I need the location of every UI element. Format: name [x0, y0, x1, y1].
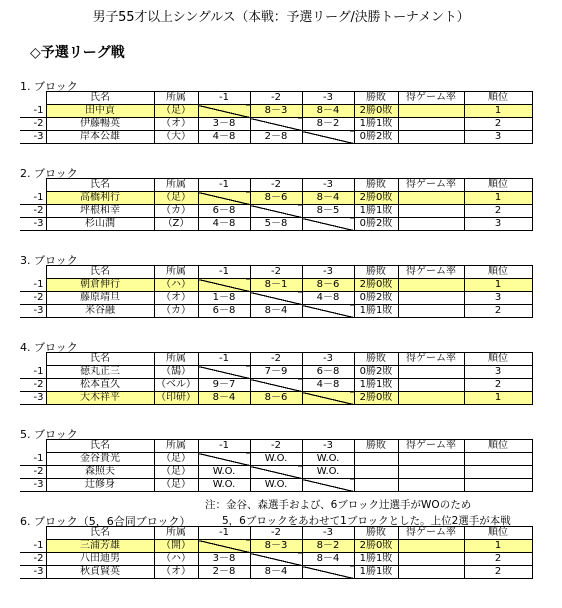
header-affil: 所属: [154, 353, 198, 366]
cell-r3: 8－5: [302, 205, 354, 218]
cell-wl: 1勝1敗: [354, 118, 398, 131]
cell-name: 伊藤暢英: [46, 118, 154, 131]
cell-wl: 2勝0敗: [354, 192, 398, 205]
page-title: 男子55才以上シングルス（本戦：予選リーグ/決勝トーナメント）: [92, 10, 470, 25]
header-r1: -1: [198, 440, 250, 453]
cell-ratio: [398, 131, 464, 144]
cell-r1: [198, 105, 250, 118]
cell-rank: 1: [464, 540, 532, 553]
header-wl: 勝敗: [354, 92, 398, 105]
table-row: [20, 566, 532, 579]
block-title: 1. ブロック: [20, 80, 78, 93]
cell-r1: [198, 540, 250, 553]
cell-r2: [250, 292, 302, 305]
cell-ratio: [398, 566, 464, 579]
cell-name: 金谷貴光: [46, 453, 154, 466]
cell-r2: 7－9: [250, 366, 302, 379]
cell-r1: [198, 279, 250, 292]
cell-wl: 0勝2敗: [354, 218, 398, 231]
cell-r2: 8－4: [250, 305, 302, 318]
cell-wl: 0勝2敗: [354, 292, 398, 305]
block-table: [20, 439, 533, 492]
cell-rank: [464, 453, 532, 466]
cell-r3: 8－4: [302, 105, 354, 118]
header-r1: -1: [198, 527, 250, 540]
header-affil: 所属: [154, 179, 198, 192]
cell-idx: -3: [20, 479, 46, 492]
cell-r1: W.O.: [198, 466, 250, 479]
cell-ratio: [398, 292, 464, 305]
header-name: 氏名: [46, 440, 154, 453]
cell-wl: 2勝0敗: [354, 392, 398, 405]
header-r1: -1: [198, 266, 250, 279]
cell-ratio: [398, 105, 464, 118]
cell-rank: 3: [464, 218, 532, 231]
cell-r2: 8－3: [250, 540, 302, 553]
header-affil: 所属: [154, 440, 198, 453]
header-spacer: [20, 179, 46, 192]
header-affil: 所属: [154, 266, 198, 279]
cell-idx: -2: [20, 553, 46, 566]
cell-ratio: [398, 379, 464, 392]
table-header-row: [20, 440, 532, 453]
cell-wl: 1勝1敗: [354, 566, 398, 579]
cell-wl: 0勝2敗: [354, 366, 398, 379]
cell-affil: （足）: [154, 479, 198, 492]
cell-name: 辻修身: [46, 479, 154, 492]
table-row: [20, 553, 532, 566]
cell-r2: 8－6: [250, 192, 302, 205]
cell-idx: -1: [20, 192, 46, 205]
cell-affil: （ハ）: [154, 553, 198, 566]
cell-idx: -1: [20, 279, 46, 292]
cell-idx: -2: [20, 466, 46, 479]
header-ratio: 得ゲーム率: [398, 179, 464, 192]
header-affil: 所属: [154, 527, 198, 540]
cell-name: 岸本公雄: [46, 131, 154, 144]
header-spacer: [20, 92, 46, 105]
cell-affil: （Z）: [154, 218, 198, 231]
table-row: [20, 305, 532, 318]
cell-r3: 8－4: [302, 553, 354, 566]
cell-r1: W.O.: [198, 479, 250, 492]
cell-affil: （ハ）: [154, 279, 198, 292]
cell-r3: 8－2: [302, 540, 354, 553]
header-r2: -2: [250, 92, 302, 105]
cell-affil: （オ）: [154, 292, 198, 305]
cell-rank: 3: [464, 366, 532, 379]
cell-r3: [302, 392, 354, 405]
cell-r3: [302, 305, 354, 318]
cell-ratio: [398, 540, 464, 553]
cell-r1: 1－8: [198, 292, 250, 305]
cell-idx: -2: [20, 118, 46, 131]
header-ratio: 得ゲーム率: [398, 92, 464, 105]
cell-wl: 2勝0敗: [354, 279, 398, 292]
header-wl: 勝敗: [354, 266, 398, 279]
header-r1: -1: [198, 92, 250, 105]
cell-r3: W.O.: [302, 453, 354, 466]
header-rank: 順位: [464, 266, 532, 279]
cell-r2: 8－1: [250, 279, 302, 292]
cell-ratio: [398, 192, 464, 205]
header-r3: -3: [302, 527, 354, 540]
cell-rank: 1: [464, 105, 532, 118]
cell-idx: -3: [20, 392, 46, 405]
cell-r1: 6－8: [198, 205, 250, 218]
cell-rank: 2: [464, 205, 532, 218]
cell-affil: （オ）: [154, 118, 198, 131]
header-ratio: 得ゲーム率: [398, 440, 464, 453]
cell-name: 朝倉伸行: [46, 279, 154, 292]
cell-ratio: [398, 118, 464, 131]
block-title: 3. ブロック: [20, 254, 78, 267]
block-table: [20, 91, 533, 144]
header-rank: 順位: [464, 92, 532, 105]
cell-r2: [250, 379, 302, 392]
cell-name: 米谷融: [46, 305, 154, 318]
cell-rank: 2: [464, 566, 532, 579]
cell-affil: （足）: [154, 453, 198, 466]
header-ratio: 得ゲーム率: [398, 353, 464, 366]
cell-r2: W.O.: [250, 453, 302, 466]
cell-wl: 1勝1敗: [354, 553, 398, 566]
cell-wl: 1勝1敗: [354, 205, 398, 218]
table-row: [20, 192, 532, 205]
cell-wl: [354, 479, 398, 492]
cell-rank: 2: [464, 379, 532, 392]
table-row: [20, 218, 532, 231]
cell-r2: W.O.: [250, 479, 302, 492]
cell-name: 藤原靖旦: [46, 292, 154, 305]
table-header-row: [20, 179, 532, 192]
cell-affil: （足）: [154, 105, 198, 118]
cell-r1: 4－8: [198, 218, 250, 231]
cell-rank: 1: [464, 192, 532, 205]
header-r2: -2: [250, 179, 302, 192]
cell-name: 森照夫: [46, 466, 154, 479]
header-spacer: [20, 353, 46, 366]
cell-r3: [302, 566, 354, 579]
note-line-1: 注：金谷、森選手および、6ブロック辻選手がWOのため: [205, 499, 472, 511]
table-row: [20, 292, 532, 305]
cell-wl: [354, 466, 398, 479]
section-heading: ◇予選リーグ戦: [30, 45, 125, 61]
cell-name: 松本直久: [46, 379, 154, 392]
table-header-row: [20, 527, 532, 540]
cell-r3: W.O.: [302, 466, 354, 479]
cell-r1: [198, 366, 250, 379]
block-table: [20, 265, 533, 318]
header-wl: 勝敗: [354, 440, 398, 453]
header-r3: -3: [302, 266, 354, 279]
cell-name: 秋貞賢英: [46, 566, 154, 579]
cell-r1: 9－7: [198, 379, 250, 392]
cell-r2: [250, 553, 302, 566]
cell-name: 三浦芳雄: [46, 540, 154, 553]
cell-affil: （足）: [154, 466, 198, 479]
cell-idx: -1: [20, 105, 46, 118]
header-r2: -2: [250, 266, 302, 279]
header-r2: -2: [250, 527, 302, 540]
table-row: [20, 118, 532, 131]
header-spacer: [20, 440, 46, 453]
cell-idx: -2: [20, 379, 46, 392]
cell-wl: 1勝1敗: [354, 305, 398, 318]
cell-idx: -2: [20, 292, 46, 305]
cell-rank: 3: [464, 292, 532, 305]
cell-affil: （オ）: [154, 566, 198, 579]
cell-idx: -3: [20, 218, 46, 231]
cell-idx: -1: [20, 453, 46, 466]
header-name: 氏名: [46, 179, 154, 192]
cell-affil: （足）: [154, 192, 198, 205]
cell-name: 杉山潤: [46, 218, 154, 231]
cell-r2: 2－8: [250, 131, 302, 144]
cell-name: 八田迪男: [46, 553, 154, 566]
cell-r3: 4－8: [302, 379, 354, 392]
cell-r2: [250, 205, 302, 218]
cell-affil: （鵠）: [154, 366, 198, 379]
cell-r3: [302, 131, 354, 144]
cell-r2: 5－8: [250, 218, 302, 231]
cell-r3: [302, 479, 354, 492]
header-name: 氏名: [46, 353, 154, 366]
table-header-row: [20, 266, 532, 279]
table-row: [20, 453, 532, 466]
cell-affil: （カ）: [154, 205, 198, 218]
cell-r3: 8－4: [302, 192, 354, 205]
cell-r3: [302, 218, 354, 231]
cell-ratio: [398, 392, 464, 405]
block-title: 6. ブロック（5，6合同ブロック）: [20, 515, 191, 528]
note-line-2: 5，6ブロックをあわせて1ブロックとした。上位2選手が本戦: [222, 515, 511, 527]
table-row: [20, 540, 532, 553]
cell-ratio: [398, 305, 464, 318]
header-r3: -3: [302, 440, 354, 453]
cell-r3: 8－6: [302, 279, 354, 292]
cell-wl: 2勝0敗: [354, 540, 398, 553]
cell-ratio: [398, 453, 464, 466]
cell-r1: 8－4: [198, 392, 250, 405]
table-row: [20, 466, 532, 479]
cell-ratio: [398, 366, 464, 379]
header-spacer: [20, 527, 46, 540]
block-table: [20, 178, 533, 231]
header-wl: 勝敗: [354, 353, 398, 366]
cell-name: 大木祥平: [46, 392, 154, 405]
cell-r3: 6－8: [302, 366, 354, 379]
cell-r2: 8－3: [250, 105, 302, 118]
table-row: [20, 105, 532, 118]
cell-name: 徳丸正三: [46, 366, 154, 379]
cell-rank: 2: [464, 305, 532, 318]
cell-r1: 6－8: [198, 305, 250, 318]
cell-ratio: [398, 218, 464, 231]
table-header-row: [20, 353, 532, 366]
header-r3: -3: [302, 353, 354, 366]
cell-r1: 4－8: [198, 131, 250, 144]
cell-affil: （カ）: [154, 305, 198, 318]
cell-ratio: [398, 553, 464, 566]
cell-r3: 8－2: [302, 118, 354, 131]
header-name: 氏名: [46, 266, 154, 279]
block-table: [20, 352, 533, 405]
block-title: 2. ブロック: [20, 167, 78, 180]
cell-wl: 0勝2敗: [354, 131, 398, 144]
header-rank: 順位: [464, 527, 532, 540]
cell-r3: 4－8: [302, 292, 354, 305]
header-rank: 順位: [464, 353, 532, 366]
table-row: [20, 131, 532, 144]
cell-idx: -3: [20, 305, 46, 318]
table-row: [20, 279, 532, 292]
cell-ratio: [398, 205, 464, 218]
header-r1: -1: [198, 353, 250, 366]
cell-name: 高橋利行: [46, 192, 154, 205]
cell-r2: 8－4: [250, 566, 302, 579]
cell-r2: 8－6: [250, 392, 302, 405]
header-name: 氏名: [46, 527, 154, 540]
cell-rank: 2: [464, 118, 532, 131]
cell-rank: 3: [464, 131, 532, 144]
header-affil: 所属: [154, 92, 198, 105]
cell-idx: -3: [20, 566, 46, 579]
header-spacer: [20, 266, 46, 279]
header-r3: -3: [302, 179, 354, 192]
cell-idx: -3: [20, 131, 46, 144]
cell-ratio: [398, 479, 464, 492]
cell-r1: [198, 453, 250, 466]
header-r3: -3: [302, 92, 354, 105]
header-r2: -2: [250, 353, 302, 366]
table-row: [20, 379, 532, 392]
cell-r2: [250, 466, 302, 479]
cell-rank: 1: [464, 279, 532, 292]
cell-idx: -1: [20, 366, 46, 379]
cell-idx: -1: [20, 540, 46, 553]
cell-wl: [354, 453, 398, 466]
cell-r1: 3－8: [198, 553, 250, 566]
cell-wl: 2勝0敗: [354, 105, 398, 118]
cell-ratio: [398, 466, 464, 479]
header-ratio: 得ゲーム率: [398, 266, 464, 279]
cell-rank: [464, 479, 532, 492]
block-title: 4. ブロック: [20, 341, 78, 354]
table-row: [20, 392, 532, 405]
table-row: [20, 205, 532, 218]
header-wl: 勝敗: [354, 527, 398, 540]
header-rank: 順位: [464, 179, 532, 192]
cell-r1: 3－8: [198, 118, 250, 131]
cell-affil: （印研）: [156, 392, 196, 403]
cell-ratio: [398, 279, 464, 292]
header-rank: 順位: [464, 440, 532, 453]
header-wl: 勝敗: [354, 179, 398, 192]
table-row: [20, 366, 532, 379]
cell-name: 田中貢: [46, 105, 154, 118]
cell-name: 坪根和幸: [46, 205, 154, 218]
cell-r2: [250, 118, 302, 131]
cell-affil: （大）: [154, 131, 198, 144]
cell-affil: （ベル）: [156, 379, 196, 390]
table-row: [20, 479, 532, 492]
header-ratio: 得ゲーム率: [398, 527, 464, 540]
header-r2: -2: [250, 440, 302, 453]
block-title: 5. ブロック: [20, 428, 78, 441]
cell-rank: [464, 466, 532, 479]
block-table: [20, 526, 533, 579]
header-r1: -1: [198, 179, 250, 192]
cell-r1: [198, 192, 250, 205]
cell-wl: 1勝1敗: [354, 379, 398, 392]
cell-affil: （開）: [154, 540, 198, 553]
cell-r1: 2－8: [198, 566, 250, 579]
table-header-row: [20, 92, 532, 105]
cell-rank: 1: [464, 392, 532, 405]
cell-idx: -2: [20, 205, 46, 218]
cell-rank: 2: [464, 553, 532, 566]
header-name: 氏名: [46, 92, 154, 105]
